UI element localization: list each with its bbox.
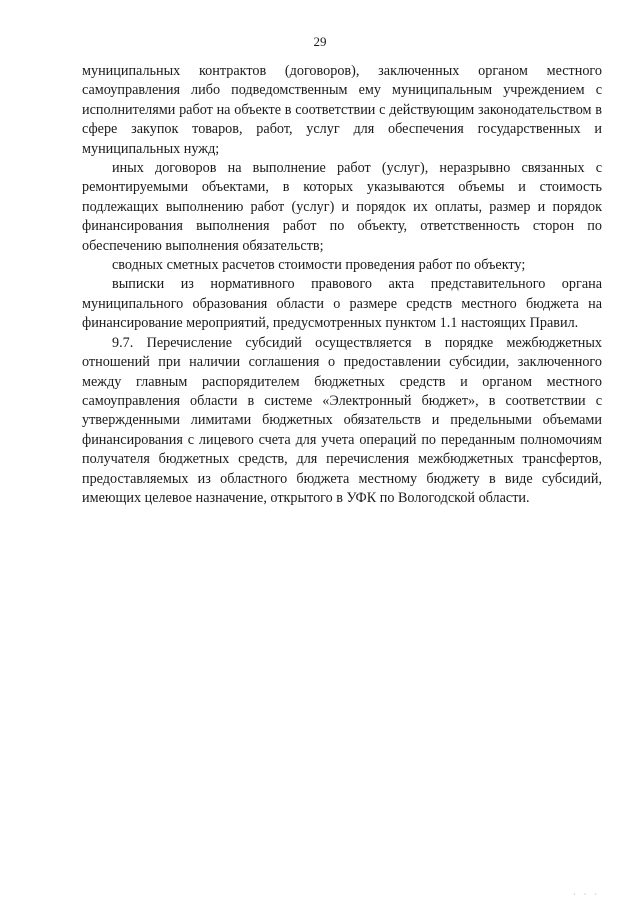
page-number: 29 — [313, 34, 327, 49]
paragraph-contracts: муниципальных контрактов (договоров), заключенных органом местного самоуправления либо подведомственным ему муниципальным учреждением с исполнителями работ на объекте в соответствии с действующим законодательством в сфере закупок товаров, работ, услуг для обеспечения государственных и муниципальных нужд; — [82, 63, 602, 157]
paragraph-extracts: выписки из нормативного правового акта представительного органа муниципального образования области о размере средств местного бюджета на финансирование мероприятий, предусмотренных пунктом 1.1 настоящих Правил. — [82, 276, 602, 332]
document-body — [82, 62, 602, 508]
paragraph-other-agreements: иных договоров на выполнение работ (услуг), неразрывно связанных с ремонтируемыми объектами, в которых указываются объемы и стоимость подлежащих выполнению работ (услуг) и порядок их оплаты, размер и порядок финансирования выполнения работ по объекту, ответственность сторон по обеспечению выполнения обязательств; — [82, 160, 602, 254]
paragraph-9-7: 9.7. Перечисление субсидий осуществляется в порядке межбюджетных отношений при наличии соглашения о предоставлении субсидии, заключенного между главным распорядителем бюджетных средств и органом местного самоуправления области в системе «Электронный бюджет», в соответствии с утвержденными лимитами бюджетных обязательств и предельными объемами финансирования с лицевого счета для учета операций по переданным полномочиям получателя бюджетных средств, для перечисления межбюджетных трансфертов, предоставляемых из областного бюджета местному бюджету в виде субсидий, имеющих целевое назначение, открытого в УФК по Вологодской области. — [82, 334, 602, 506]
paragraph-estimates: сводных сметных расчетов стоимости проведения работ по объекту; — [112, 257, 526, 274]
scan-artifact: · · · — [573, 890, 600, 899]
